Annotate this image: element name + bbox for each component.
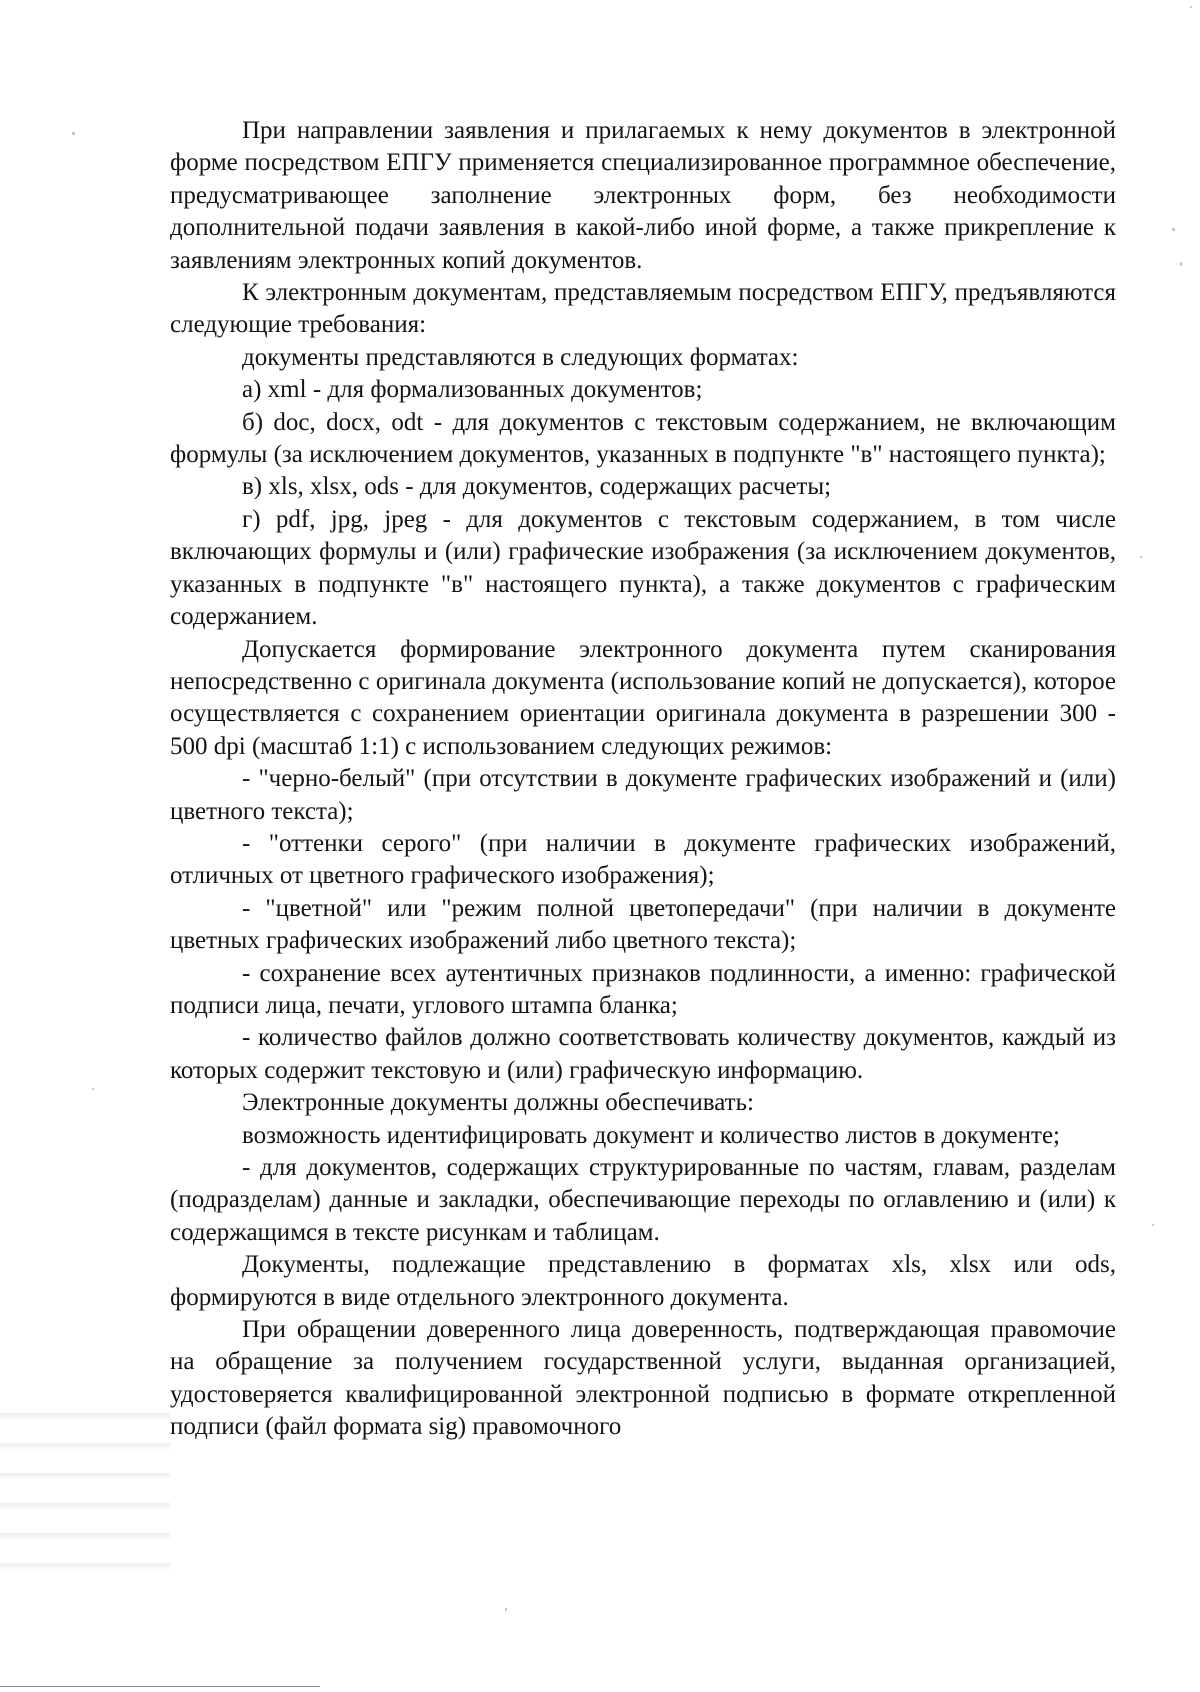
scan-speck (1190, 6, 1192, 8)
paragraph-electronic-docs: Электронные документы должны обеспечивать: (242, 1089, 754, 1117)
list-item-xls: в) xls, xlsx, ods - для документов, содержащих расчеты; (242, 473, 832, 501)
list-item-grayscale: - "оттенки серого" (при наличии в документе графических изображений, отличных от цветного графического изображения); (170, 829, 1116, 890)
list-item-authenticity: - сохранение всех аутентичных признаков подлинности, а именно: графической подписи лица, печати, углового штампа бланка; (170, 959, 1116, 1019)
scan-noise (0, 1390, 170, 1590)
list-item-black-white: - "черно-белый" (при отсутствии в документе графических изображений и (или) цветного текста); (170, 765, 1116, 825)
scan-speck (1140, 556, 1142, 558)
scan-speck (505, 1608, 507, 1611)
scan-edge-line (0, 1686, 320, 1687)
paragraph-epgu-submission: При направлении заявления и прилагаемых к нему документов в электронной форме посредством ЕПГУ применяется специализированное программное обеспечение, предусматривающее заполнение электронных форм, без необходимости дополнительной подачи заявления в какой-либо иной форме, а также прикрепление к заявлениям электронных копий документов. (170, 117, 1116, 274)
list-item-structured: - для документов, содержащих структурированные по частям, главам, разделам (подразделам) данные и закладки, обеспечивающие переходы по оглавлению и (или) к содержащимся в тексте рисункам и таблицам. (170, 1154, 1116, 1246)
paragraph-formats-intro: документы представляются в следующих форматах: (242, 343, 799, 371)
document-body (170, 115, 1116, 1444)
scan-speck (1180, 262, 1182, 266)
scan-speck (1172, 228, 1175, 231)
list-item-file-count: - количество файлов должно соответствовать количеству документов, каждый из которых содержит текстовую и (или) графическую информацию. (170, 1024, 1116, 1084)
scan-speck (72, 132, 75, 135)
scan-speck (1152, 1224, 1154, 1226)
list-item-color: - "цветной" или "режим полной цветопередачи" (при наличии в документе цветных графических изображений либо цветного текста); (170, 894, 1116, 955)
scan-speck (92, 1088, 94, 1090)
list-item-xml: а) xml - для формализованных документов; (242, 376, 703, 404)
list-item-doc: б) doc, docx, odt - для документов с текстовым содержанием, не включающим формулы (за исключением документов, указанных в подпункте "в" настоящего пункта); (170, 408, 1116, 469)
paragraph-scanning: Допускается формирование электронного документа путем сканирования непосредственно с оригинала документа (использование копий не допускается), которое осуществляется с сохранением ориентации оригинала документа в разрешении 300 - 500 dpi (масштаб 1:1) с использованием следующих режимов: (170, 635, 1116, 760)
list-item-pdf: г) pdf, jpg, jpeg - для документов с текстовым содержанием, в том числе включающих формулы и (или) графические изображения (за исключением документов, указанных в подпункте "в" настоящего пункта), а также документов с графическим содержанием. (170, 505, 1116, 631)
paragraph-separate-document: Документы, подлежащие представлению в форматах xls, xlsx или ods, формируются в виде отдельного электронного документа. (170, 1251, 1116, 1311)
list-item-identify: возможность идентифицировать документ и количество листов в документе; (242, 1121, 1060, 1149)
paragraph-requirements-intro: К электронным документам, представляемым посредством ЕПГУ, предъявляются следующие требования: (170, 279, 1116, 339)
paragraph-power-of-attorney: При обращении доверенного лица доверенность, подтверждающая правомочие на обращение за получением государственной услуги, выданная организацией, удостоверяется квалифицированной электронной подписью в формате открепленной подписи (файл формата sig) правомочного (170, 1316, 1116, 1441)
